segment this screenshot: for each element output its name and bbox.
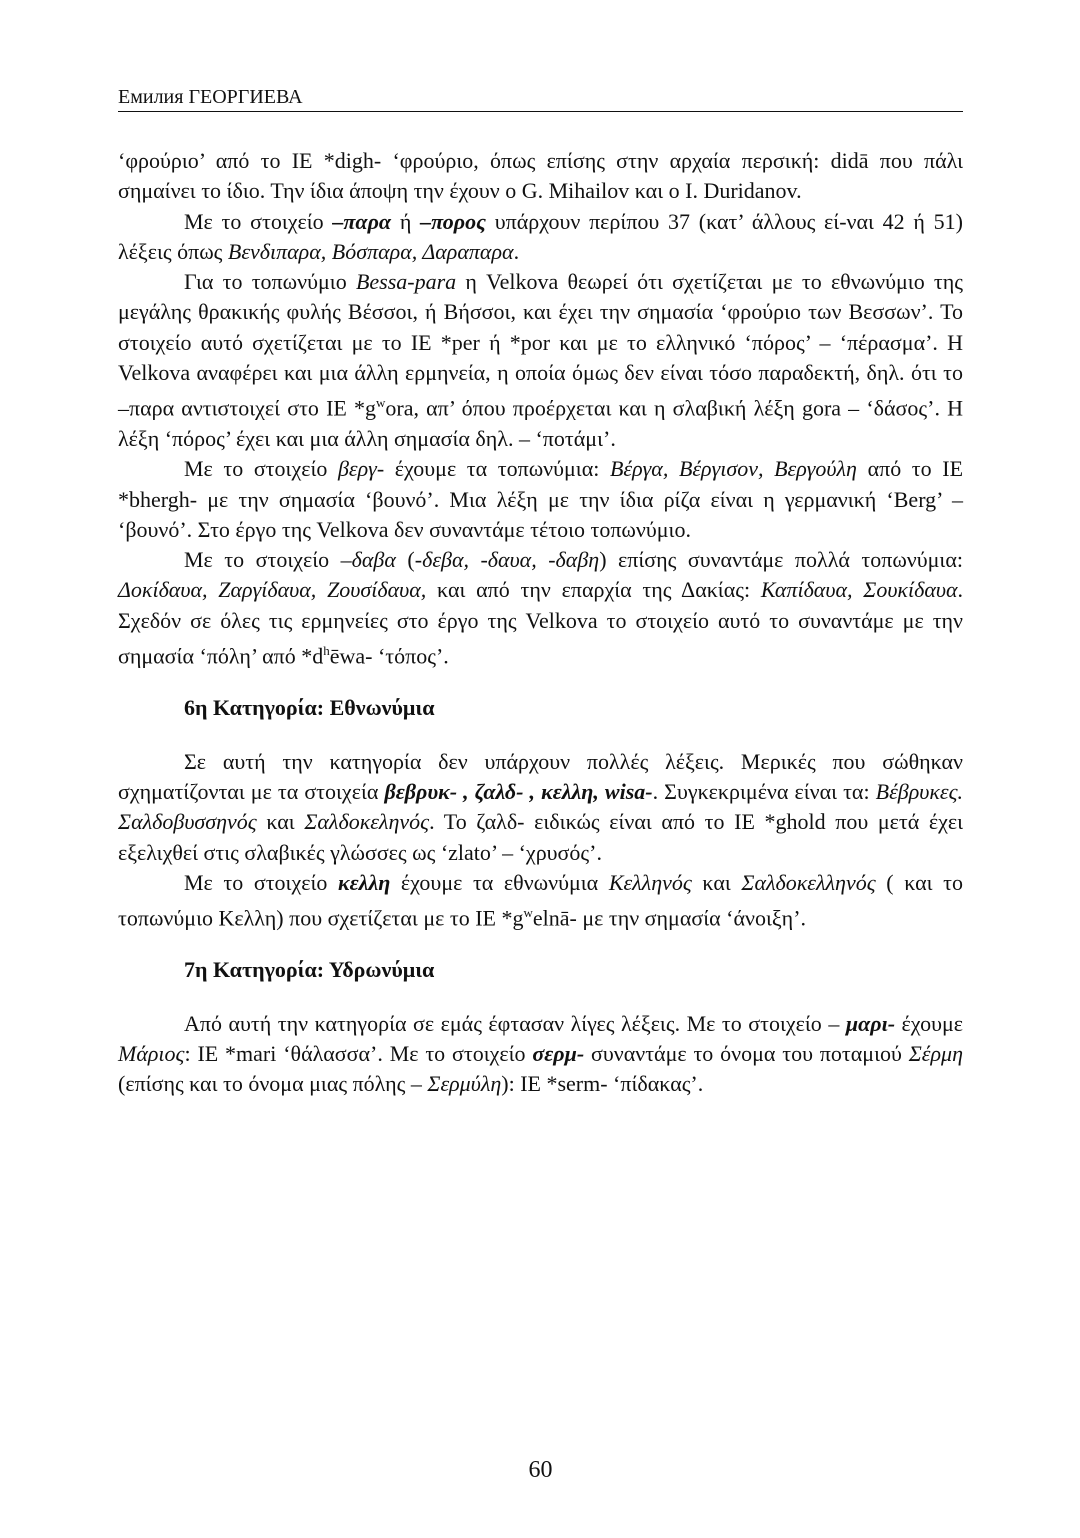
running-header [118, 85, 963, 112]
paragraph-8: Από αυτή την κατηγορία σε εμάς έφτασαν λίγες λέξεις. Με το στοιχείο – μαρι- έχουμε Μάριος: ΙΕ *mari ‘θάλασσα’. Με το στοιχείο σερμ- συναντάμε το όνομα του ποταμιού Σέρμη (επίσης και το όνομα μιας πόλης – Σερμύλη): ΙΕ *serm- ‘πίδακας’. [118, 1010, 963, 1097]
paragraph-4: Με το στοιχείο βεργ- έχουμε τα τοπωνύμια: Βέργα, Βέργισον, Βεργούλη από το ΙΕ *bhergh- με την σημασία ‘βουνό’. Μια λέξη με την ίδια ρίζα είναι η γερμανική ‘Berg’ – ‘βουνό’. Στο έργο της Velkova δεν συναντάμε τέτοιο τοπωνύμιο. [118, 456, 964, 542]
paragraph-7: Με το στοιχείο κελλη έχουμε τα εθνωνύμια Κελληνός και Σαλδοκελληνός ( και το τοπωνύμιο Κελλη) που σχετίζεται με το ΙΕ $*g^welnā-$ με την σημασία ‘άνοιξη’. [118, 869, 963, 931]
section-heading-7: 7η Κατηγορία: Υδρωνύμια [184, 956, 435, 982]
page-number: 60 [528, 1457, 553, 1483]
paragraph-5: Με το στοιχείο –δαβα (-δεβα, -δαυα, -δαβη) επίσης συναντάμε πολλά τοπωνύμια: Δοκίδαυα, Ζαργίδαυα, Ζουσίδαυα, και από την επαρχία της Δακίας: Καπίδαυα, Σουκίδαυα. Σχεδόν σε όλες τις ερμηνείες στο έργο της Velkova το στοιχείο αυτό το συναντάμε με την σημασία ‘πόλη’ από $*d^hēwa-$ ‘τόπος’. [118, 547, 964, 669]
article-body [118, 146, 963, 1100]
section-heading-6: 6η Κατηγορία: Εθνωνύμια [184, 694, 435, 720]
paragraph-6: Σε αυτή την κατηγορία δεν υπάρχουν πολλές λέξεις. Μερικές που σώθηκαν σχηματίζονται με τα στοιχεία βεβρυκ- , ζαλδ- , κελλη, wisa-. Συγκεκριμένα είναι τα: Βέβρυκες. Σαλδοβυσσηνός και Σαλδοκεληνός. Το ζαλδ- ειδικώς είναι από το ΙΕ *ghold που μετά έχει εξελιχθεί στις σλαβικές γλώσσες ως ‘zlato’ – ‘χρυσός’. [118, 748, 964, 865]
paragraph-3: Για το τοπωνύμιο Bessa-para η Velkova θεωρεί ότι σχετίζεται με το εθνωνύμιο της μεγάλης θρακικής φυλής Βέσσοι, ή Βήσσοι, και έχει την σημασία ‘φρούριο των Βεσσων’. Το στοιχείο αυτό σχετίζεται με το ΙΕ *per ή *por και με το ελληνικό ‘πόρος’ – ‘πέρασμα’. Η Velkova αναφέρει και μια άλλη ερμηνεία, η οποία όμως δεν είναι τόσο παραδεκτή, δηλ. ότι το –παρα αντιστοιχεί στο ΙΕ $*g^wora$, απ’ όπου προέρχεται και η σλαβική λέξη gora – ‘δάσος’. Η λέξη ‘πόρος’ έχει και μια άλλη σημασία δηλ. – ‘ποτάμι’. [118, 269, 963, 451]
paragraph-2: Με το στοιχείο –παρα ή –πορος υπάρχουν περίπου 37 (κατ’ άλλους εί-ναι 42 ή 51) λέξεις όπως Βενδιπαρα, Βόσπαρα, Δαραπαρα. [118, 208, 963, 264]
author-name: Емилия ГЕОРГИЕВА [118, 86, 303, 108]
paragraph-1: ‘φρούριο’ από το ΙΕ *digh- ‘φρούριο, όπως επίσης στην αρχαία περσική: didā που πάλι σημαίνει το ίδιο. Την ίδια άποψη την έχουν ο G. Mihailov και ο I. Duridanov. [118, 148, 963, 204]
